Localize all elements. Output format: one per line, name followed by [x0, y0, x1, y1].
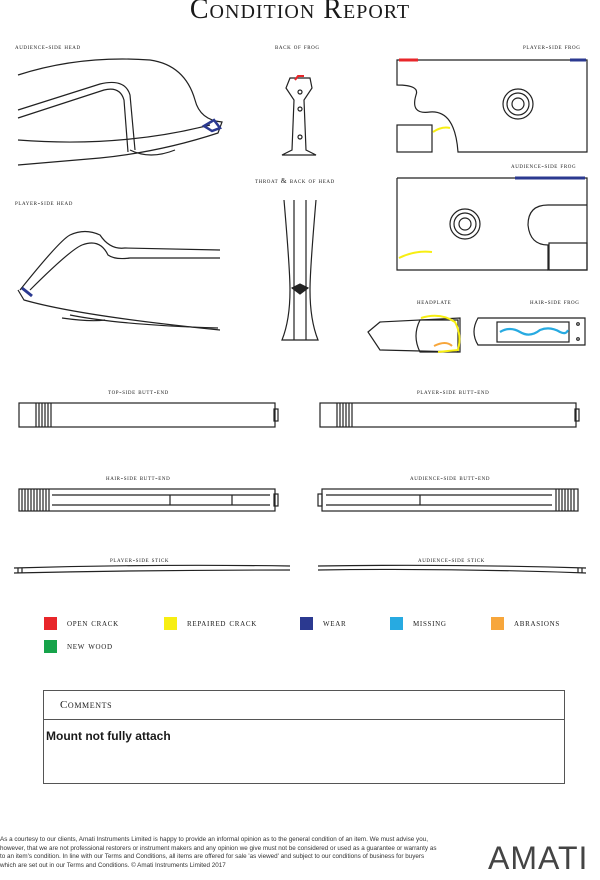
label-player-side-head: player-side head — [15, 198, 73, 207]
legend-label: repaired crack — [187, 618, 257, 629]
legend-swatch — [44, 640, 57, 653]
player-side-frog-drawing — [397, 60, 587, 152]
label-player-side-frog: player-side frog — [523, 42, 581, 51]
page-title: Condition Report — [189, 0, 411, 25]
legend-label: new wood — [67, 641, 113, 652]
label-audience-side-frog: audience-side frog — [511, 161, 577, 170]
player-side-stick-drawing — [14, 565, 290, 573]
legend-label: open crack — [67, 618, 119, 629]
audience-side-stick-drawing — [318, 565, 586, 573]
repaired-mark-audience-frog — [399, 252, 432, 258]
legend-swatch — [390, 617, 403, 630]
label-audience-side-head: audience-side head — [15, 42, 81, 51]
label-audience-side-butt: audience-side butt-end — [410, 473, 491, 482]
legend-swatch — [164, 617, 177, 630]
legend-label: abrasions — [514, 618, 560, 629]
brand-logo: AMATI — [488, 840, 589, 876]
legend-open-crack — [44, 617, 119, 630]
player-side-butt-drawing — [320, 403, 579, 427]
legend-label: missing — [413, 618, 447, 629]
missing-mark-hair-frog — [500, 328, 568, 334]
audience-side-butt-drawing — [318, 489, 578, 511]
label-hair-side-frog: hair-side frog — [530, 297, 580, 306]
back-of-frog-drawing — [282, 78, 316, 155]
legend-swatch — [44, 617, 57, 630]
legend-wear — [300, 617, 346, 630]
hair-side-butt-drawing — [19, 489, 278, 511]
label-top-side-butt: top-side butt-end — [108, 387, 169, 396]
label-player-side-butt: player-side butt-end — [417, 387, 490, 396]
label-back-of-frog: back of frog — [275, 42, 320, 51]
comments-text: Mount not fully attach — [46, 729, 171, 743]
legend-repaired-crack — [164, 617, 257, 630]
audience-side-frog-drawing — [397, 178, 587, 270]
repaired-mark-headplate — [421, 316, 459, 352]
audience-side-head-drawing — [18, 59, 222, 165]
legend-swatch — [491, 617, 504, 630]
headplate-drawing — [368, 318, 460, 352]
label-audience-side-stick: audience-side stick — [418, 555, 485, 564]
legend-missing — [390, 617, 447, 630]
label-headplate: headplate — [417, 297, 452, 306]
comments-heading: Comments — [44, 691, 564, 720]
comments-box — [43, 690, 565, 784]
legend-abrasions — [491, 617, 560, 630]
player-side-head-drawing — [18, 232, 220, 331]
top-side-butt-drawing — [19, 403, 278, 427]
legend-swatch — [300, 617, 313, 630]
repaired-mark-player-frog — [433, 128, 450, 133]
label-throat-back-head: throat & back of head — [255, 176, 335, 185]
legend-label: wear — [323, 618, 347, 629]
label-player-side-stick: player-side stick — [110, 555, 170, 564]
legend-new-wood — [44, 640, 113, 653]
throat-back-head-drawing — [282, 200, 318, 340]
label-hair-side-butt: hair-side butt-end — [106, 473, 171, 482]
disclaimer: As a courtesy to our clients, Amati Instruments Limited is happy to provide an informal opinion as to the general condition of an item. We must advise you, however, that we are not professional restorers or instrument makers and any opinion we give must not be considered or used as a guarantee or warranty as to an item's condition. In line with our Terms and Conditions, all items are offered for sale 'as viewed' and subject to our conditions of business for buyers which are set out in our Terms and Conditions. © Amati Instruments Limited 2017 — [0, 836, 437, 869]
abrasion-mark-headplate — [434, 343, 452, 346]
